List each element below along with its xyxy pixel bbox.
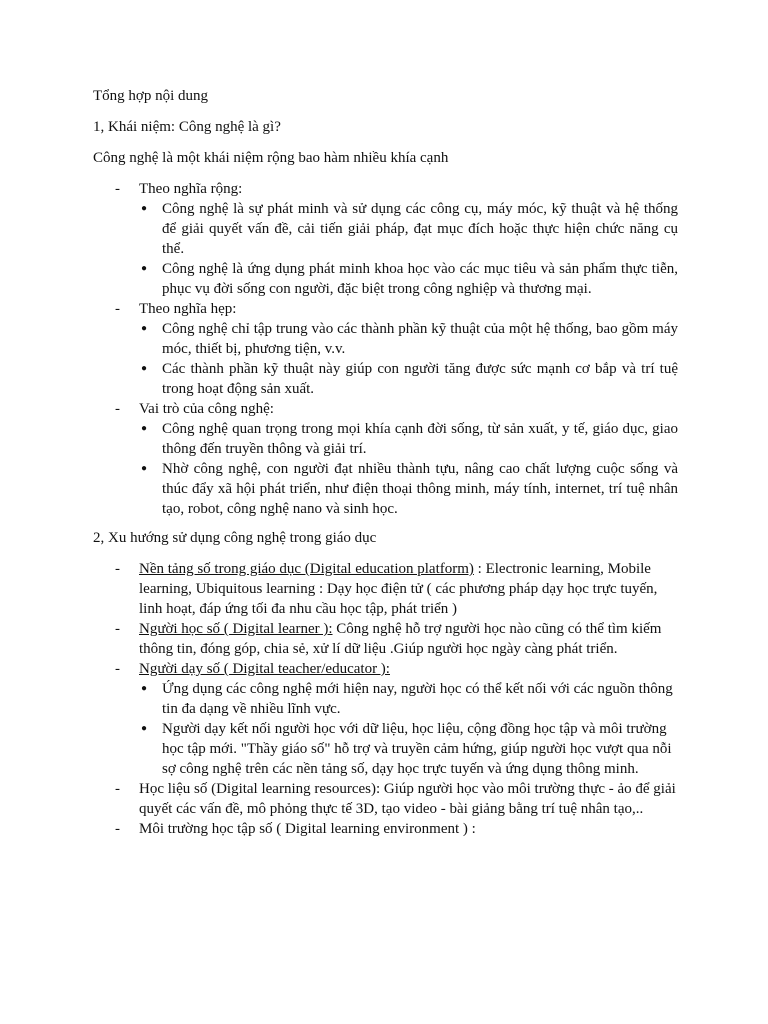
list-item [93, 819, 678, 839]
item-label: - Theo nghĩa hẹp: [139, 301, 237, 317]
bullet-item: ● Nhờ công nghệ, con người đạt nhiều thành tựu, nâng cao chất lượng cuộc sống và thúc đẩy xã hội phát triển, như điện thoại thông minh, máy tính, internet, trí tuệ nhân tạo, robot, công nghệ nano và sinh học. [139, 459, 678, 519]
bullet-item: ● Công nghệ là ứng dụng phát minh khoa học vào các mục tiêu và sản phẩm thực tiễn, phục vụ đời sống con người, đặc biệt trong công nghiệp và thương mại. [139, 259, 678, 299]
item-text: Công nghệ hỗ trợ người học nào cũng có thể tìm kiếm thông tin, đóng góp, chia sẻ, xử lí dữ liệu .Giúp người học ngày càng phát triển. [139, 621, 662, 657]
section-1-heading: 1, Khái niệm: Công nghệ là gì? [93, 119, 281, 135]
bullet-item: ● Các thành phần kỹ thuật này giúp con người tăng được sức mạnh cơ bắp và trí tuệ trong hoạt động sản xuất. [139, 359, 678, 399]
item-text: - Môi trường học tập số ( Digital learning environment ) : [139, 821, 476, 837]
bullet-item: ● Ứng dụng các công nghệ mới hiện nay, người học có thể kết nối với các nguồn thông tin đa dạng về nhiều lĩnh vực. [139, 679, 678, 719]
item-label: Người học số ( Digital learner ): [139, 621, 333, 637]
bullet-item: ● Công nghệ quan trọng trong mọi khía cạnh đời sống, từ sản xuất, y tế, giáo dục, giao thông đến truyền thông và giải trí. [139, 419, 678, 459]
document-title: Tổng hợp nội dung [93, 88, 209, 104]
list-item [93, 559, 678, 619]
list-item [93, 779, 678, 819]
item-label: Người dạy số ( Digital teacher/educator ): [139, 661, 390, 677]
section-2-heading: 2, Xu hướng sử dụng công nghệ trong giáo dục [93, 530, 377, 546]
list-item [93, 399, 678, 519]
bullet-item: ● Công nghệ chỉ tập trung vào các thành phần kỹ thuật của một hệ thống, bao gồm máy móc, thiết bị, phương tiện, v.v. [139, 319, 678, 359]
bullet-item: ● Người dạy kết nối người học với dữ liệu, học liệu, cộng đồng học tập và môi trường học tập mới. "Thầy giáo số" hỗ trợ và truyền cảm hứng, giúp người học vượt qua nỗi sợ công nghệ trên các nền tảng số, dạy học trực tuyến và ứng dụng thông minh. [139, 719, 678, 779]
list-item [93, 619, 678, 659]
section-1-intro: Công nghệ là một khái niệm rộng bao hàm nhiều khía cạnh [93, 150, 449, 166]
bullet-list [139, 419, 678, 519]
item-label: Nền tảng số trong giáo dục (Digital education platform) [139, 561, 474, 577]
bullet-list [139, 319, 678, 399]
bullet-item: ● Công nghệ là sự phát minh và sử dụng các công cụ, máy móc, kỹ thuật và hệ thống để giải quyết vấn đề, cải tiến giải pháp, đạt mục đích hoặc thực hiện chức năng cụ thể. [139, 199, 678, 259]
list-item [93, 299, 678, 399]
section-2-list [93, 559, 678, 839]
item-label: - Theo nghĩa rộng: [139, 181, 243, 197]
list-item [93, 659, 678, 779]
list-item [93, 179, 678, 299]
item-text: - Học liệu số (Digital learning resources): Giúp người học vào môi trường thực - ảo để giải quyết các vấn đề, mô phỏng thực tế 3D, tạo video - bài giảng bằng trí tuệ nhân tạo,.. [139, 781, 676, 817]
bullet-list [139, 199, 678, 299]
item-text: : Electronic learning, Mobile learning, Ubiquitous learning : Dạy học điện tử ( các phương pháp dạy học trực tuyến, linh hoạt, đáp ứng tối đa nhu cầu học tập, phát triển ) [139, 561, 658, 617]
document-page [93, 86, 678, 839]
section-1-list [93, 179, 678, 519]
bullet-list [139, 679, 678, 779]
item-label: - Vai trò của công nghệ: [139, 401, 274, 417]
